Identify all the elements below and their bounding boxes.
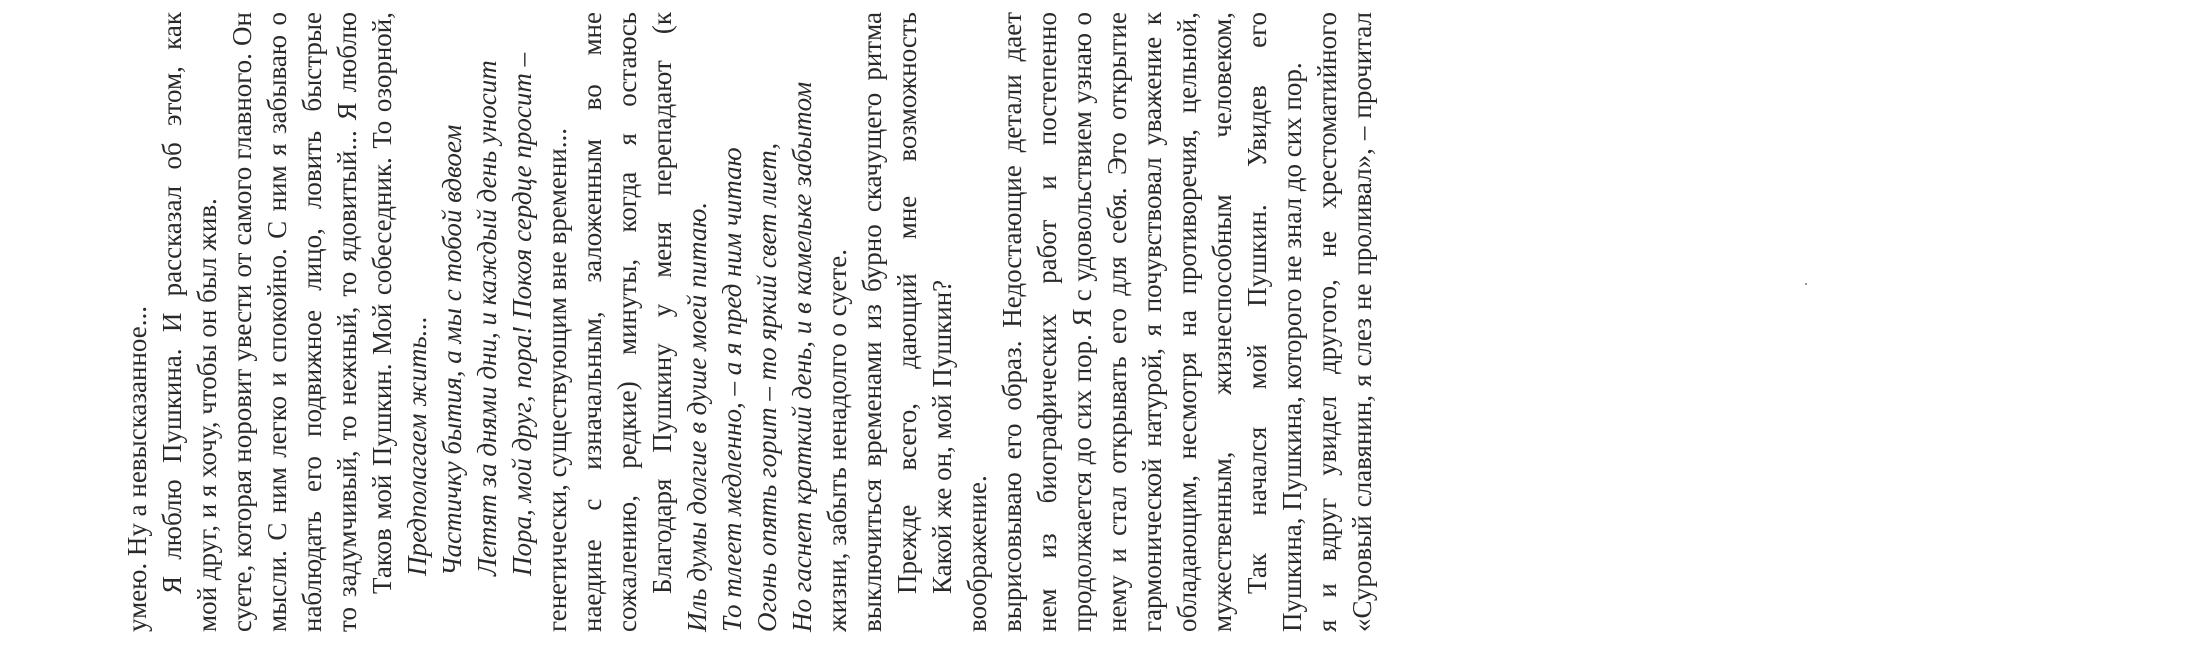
paragraph-blagodarya: Благодаря Пушкину у меня перепадают (к сожалению, редкие) минуты, когда я остаюсь наедине с изначальным, заложенным во мне генетически, существующим вне времени... — [542, 12, 677, 632]
verse-line: Иль думы долгие в душе моей питаю. — [682, 201, 712, 632]
verse-line: Предполагаем жить... — [402, 316, 432, 576]
verse-line: Частичку бытия, а мы с тобой вдвоем — [437, 124, 467, 576]
verse-line: Пора, мой друг, пора! Покоя сердце просит – — [507, 52, 537, 576]
scan-speck — [1805, 283, 1807, 285]
paragraph-tak-nachalsya: Так начался мой Пушкин. Увидев его мужественным, жизнеспособным человеком, обладающим, несмотря на противоречия, цельной, гармонической натурой, я почувствовал уважение к нему и стал открывать его для себя. Это открытие продолжается до сих пор. Я с удовольствием узнаю о нем из биографических работ и постепенно вырисовываю его образ. Недостающие детали дает воображение. — [962, 12, 1272, 632]
paragraph-prezhde-vsego: Прежде всего, дающий мне возможность выключиться временами из бурно скачущего ритма жизни, забыть ненадолго о суете. — [822, 12, 922, 632]
verse-line: То тлеет медленно, – а я пред ним читаю — [717, 147, 747, 632]
verse-line: Огонь опять горит – то яркий свет лиет, — [752, 142, 782, 632]
rotated-page-text — [120, 12, 1380, 632]
paragraph-ya-lyublyu: Я люблю Пушкина. И рассказал об этом, как умею. Ну а невысказанное... — [122, 12, 187, 632]
verse-block-two — [400, 12, 540, 632]
verse-line: Летят за днями дни, и каждый день уносит — [472, 60, 502, 576]
verse-line: Но гаснет краткий день, и в камельке забытом — [787, 81, 817, 632]
paragraph-takov: Таков мой Пушкин. Мой собеседник. То озорной, то задумчивый, то нежный, то ядовитый... Я люблю наблюдать его подвижное лицо, ловить быстрые мысли. С ним легко и спокойно. С ним я забываю о суете, которая норовит увести от самого главного. Он мой друг, и я хочу, чтобы он был жив. — [192, 12, 397, 632]
paragraph-suroviy: «Суровый славянин, я слез не проливал», – прочитал я и вдруг увидел другого, не хрестоматийного Пушкина, Пушкина, которого не знал до сих пор. — [1277, 12, 1377, 632]
paragraph-kakoy-zhe: Какой же он, мой Пушкин? — [927, 279, 957, 594]
verse-block-one — [680, 12, 820, 632]
